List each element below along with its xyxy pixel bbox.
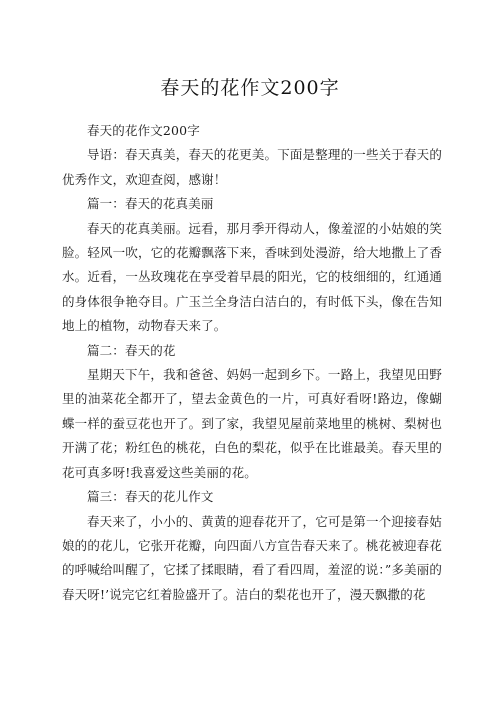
paragraph-section-3: 春天来了，小小的、黄黄的迎春花开了，它可是第一个迎接春姑娘的的花儿，它张开花瓣，向四面八方宣告春天来了。桃花被迎春花的呼喊给叫醒了，它揉了揉眼睛，看了看四周，羞涩的说：”多美丽的春天呀!’说完它红着脸盛开了。洁白的梨花也开了，漫天飘撒的花 xyxy=(62,513,442,602)
section-heading-1: 篇一：春天的花真美丽 xyxy=(87,196,214,212)
document-body xyxy=(62,119,442,607)
section-heading-2: 篇二：春天的花 xyxy=(87,342,176,358)
paragraph-section-1: 春天的花真美丽。远看，那月季开得动人，像羞涩的小姑娘的笑脸。轻风一吹，它的花瓣飘落下来，香味到处漫游，给大地撒上了香水。近看，一丛玫瑰花在享受着早晨的阳光，它的枝细细的，红通通的身体很争艳夺目。广玉兰全身洁白洁白的，有时低下头，像在告知地上的植物，动物春天来了。 xyxy=(62,220,442,334)
paragraph-intro: 导语：春天真美，春天的花更美。下面是整理的一些关于春天的优秀作文，欢迎查阅，感谢！ xyxy=(62,147,442,187)
paragraph-section-2: 星期天下午，我和爸爸、妈妈一起到乡下。一路上，我望见田野里的油菜花全都开了，望去金黄色的一片，可真好看呀!路边，像蝴蝶一样的蚕豆花也开了。到了家，我望见屋前菜地里的桃树、梨树也开满了花；粉红色的桃花，白色的梨花，似乎在比谁最美。春天里的花可真多呀!我喜爱这些美丽的花。 xyxy=(62,367,442,480)
paragraph-subtitle: 春天的花作文200字 xyxy=(87,123,200,138)
document-title: 春天的花作文200字 xyxy=(160,77,340,99)
section-heading-3: 篇三：春天的花儿作文 xyxy=(87,489,214,505)
